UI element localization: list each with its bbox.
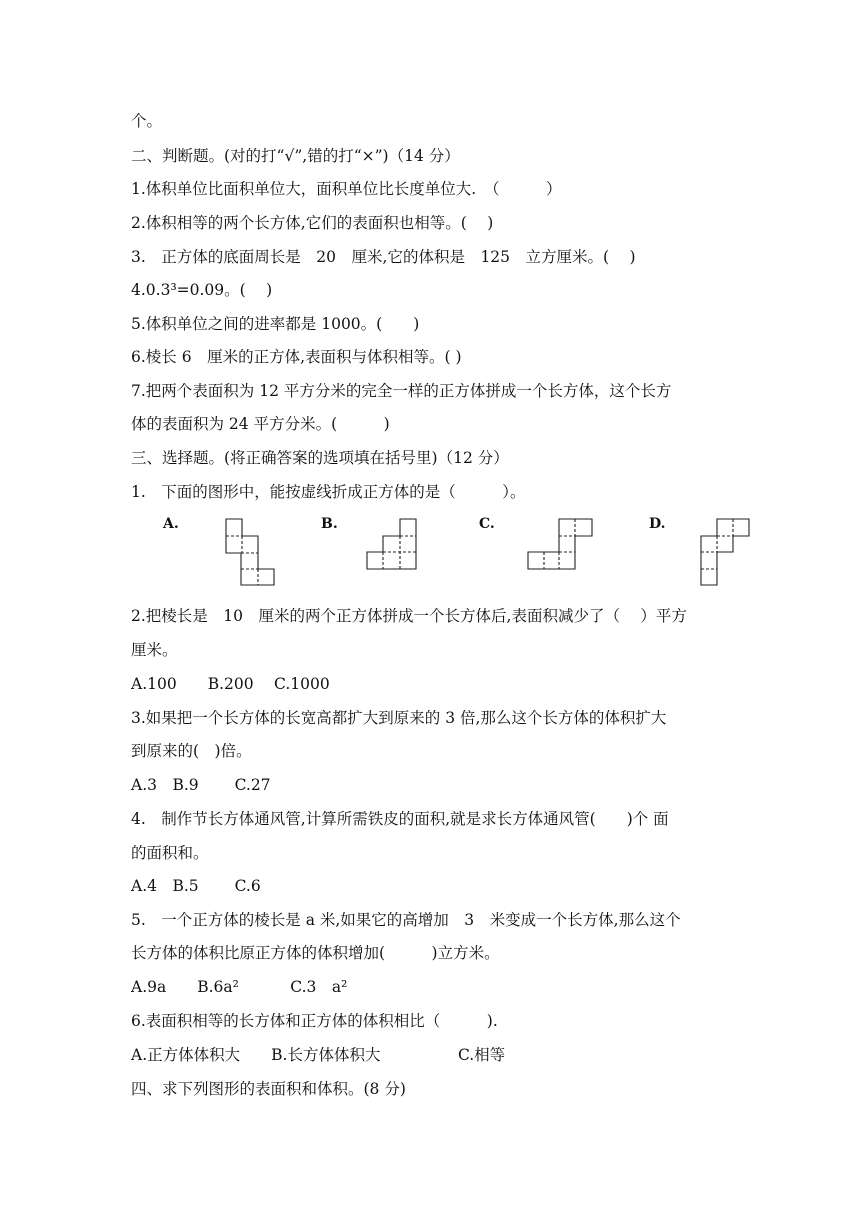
choice-q4-line1: 4. 制作节长方体通风管,计算所需铁皮的面积,就是求长方体通风管( )个 面: [131, 810, 669, 828]
cube-net-c-icon: [499, 512, 599, 588]
cube-net-b-icon: [341, 512, 431, 588]
choice-q5-line1: 5. 一个正方体的棱长是 a 米,如果它的高增加 3 米变成一个长方体,那么这个: [131, 911, 681, 929]
judge-q4: 4.0.3³=0.09。( ): [131, 281, 273, 299]
line-continuation: 个。: [131, 112, 163, 130]
choice-q2-line2: 厘米。: [131, 641, 178, 659]
choice-q1: 1. 下面的图形中，能按虚线折成正方体的是（ ）。: [131, 483, 526, 501]
judge-q7-line1: 7.把两个表面积为 12 平方分米的完全一样的正方体拼成一个长方体，这个长方: [131, 382, 672, 400]
figure-label-c: C.: [479, 516, 495, 532]
judge-q1: 1.体积单位比面积单位大，面积单位比长度单位大. （ ）: [131, 180, 562, 198]
choice-q2-line1: 2.把棱长是 10 厘米的两个正方体拼成一个长方体后,表面积减少了（ ）平方: [131, 607, 687, 625]
choice-q3-options: A.3 B.9 C.27: [131, 776, 271, 794]
choice-q6-options: A.正方体体积大 B.长方体体积大 C.相等: [131, 1046, 506, 1064]
figure-label-a: A.: [163, 516, 179, 532]
choice-q2-options: A.100 B.200 C.1000: [131, 675, 330, 693]
judge-q2: 2.体积相等的两个长方体,它们的表面积也相等。( ): [131, 214, 494, 232]
choice-q3-line2: 到原来的( )倍。: [131, 742, 252, 760]
judge-q6: 6.棱长 6 厘米的正方体,表面积与体积相等。( ): [131, 348, 462, 366]
choice-q5-line2: 长方体的体积比原正方体的体积增加( )立方米。: [131, 944, 500, 962]
cube-net-a-icon: [191, 512, 281, 588]
choice-q5-options: A.9a B.6a² C.3 a²: [131, 978, 348, 996]
cube-net-d-icon: [671, 512, 761, 588]
section-4-heading: 四、求下列图形的表面积和体积。(8 分): [131, 1080, 406, 1098]
cube-net-figures: [131, 512, 751, 592]
choice-q3-line1: 3.如果把一个长方体的长宽高都扩大到原来的 3 倍,那么这个长方体的体积扩大: [131, 709, 667, 727]
figure-label-b: B.: [321, 516, 338, 532]
section-3-heading: 三、选择题。(将正确答案的选项填在括号里)（12 分）: [131, 449, 509, 467]
figure-label-d: D.: [649, 516, 666, 532]
section-2-heading: 二、判断题。(对的打“√”,错的打“×”)（14 分）: [131, 147, 460, 165]
judge-q3: 3. 正方体的底面周长是 20 厘米,它的体积是 125 立方厘米。( ): [131, 248, 636, 266]
choice-q6: 6.表面积相等的长方体和正方体的体积相比（ ).: [131, 1012, 498, 1030]
judge-q5: 5.体积单位之间的进率都是 1000。( ): [131, 315, 420, 333]
choice-q4-line2: 的面积和。: [131, 844, 209, 862]
choice-q4-options: A.4 B.5 C.6: [131, 877, 261, 895]
judge-q7-line2: 体的表面积为 24 平方分米。( ): [131, 415, 390, 433]
